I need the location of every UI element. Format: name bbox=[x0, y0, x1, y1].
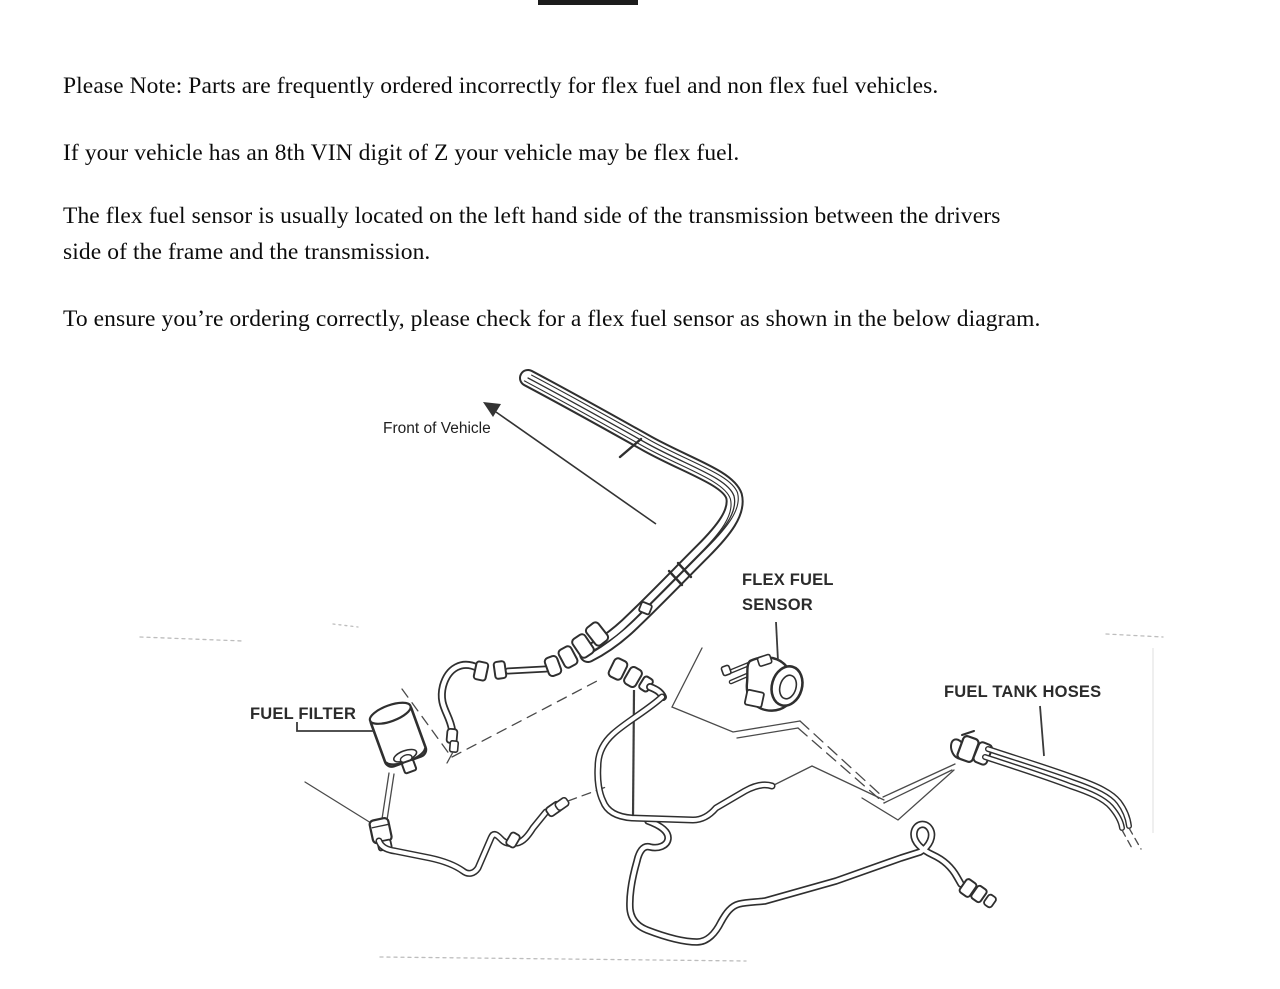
flex-fuel-sensor-label-line2: SENSOR bbox=[742, 596, 813, 614]
notice-line-5: To ensure you’re ordering correctly, please check for a flex fuel sensor as shown in the below diagram. bbox=[63, 306, 1041, 332]
fuel-tank-hoses-label: FUEL TANK HOSES bbox=[944, 683, 1102, 701]
flex-fuel-sensor-label-line1: FLEX FUEL bbox=[742, 571, 834, 589]
bottom-center-fuel-line bbox=[630, 821, 997, 942]
faint-scan-artifacts bbox=[140, 624, 1163, 961]
notice-line-3: The flex fuel sensor is usually located on the left hand side of the transmission between the drivers bbox=[63, 203, 1001, 229]
flex-fuel-sensor-leader-line bbox=[776, 622, 778, 661]
fuel-filter-label: FUEL FILTER bbox=[250, 705, 357, 723]
notice-line-4: side of the frame and the transmission. bbox=[63, 239, 431, 265]
s-curve-hose bbox=[442, 661, 489, 763]
flex-fuel-sensor-drawing bbox=[721, 654, 807, 711]
junction-fittings-cluster bbox=[493, 621, 663, 697]
front-of-vehicle-arrow bbox=[483, 402, 656, 524]
front-of-vehicle-label: Front of Vehicle bbox=[383, 420, 491, 437]
notice-line-2: If your vehicle has an 8th VIN digit of Z your vehicle may be flex fuel. bbox=[63, 140, 740, 166]
flex-fuel-sensor-label bbox=[742, 568, 834, 618]
center-drop-line bbox=[633, 690, 634, 818]
mid-right-fuel-line bbox=[598, 697, 772, 820]
fuel-tank-hoses-drawing bbox=[948, 731, 1141, 850]
notice-line-1: Please Note: Parts are frequently ordered incorrectly for flex fuel and non flex fuel vehicles. bbox=[63, 73, 939, 99]
lower-left-fuel-line bbox=[379, 787, 606, 873]
fuel-tank-hoses-leader-line bbox=[1040, 706, 1044, 756]
main-fuel-line-bundle bbox=[524, 375, 738, 657]
fuel-filter-drawing bbox=[367, 698, 431, 851]
